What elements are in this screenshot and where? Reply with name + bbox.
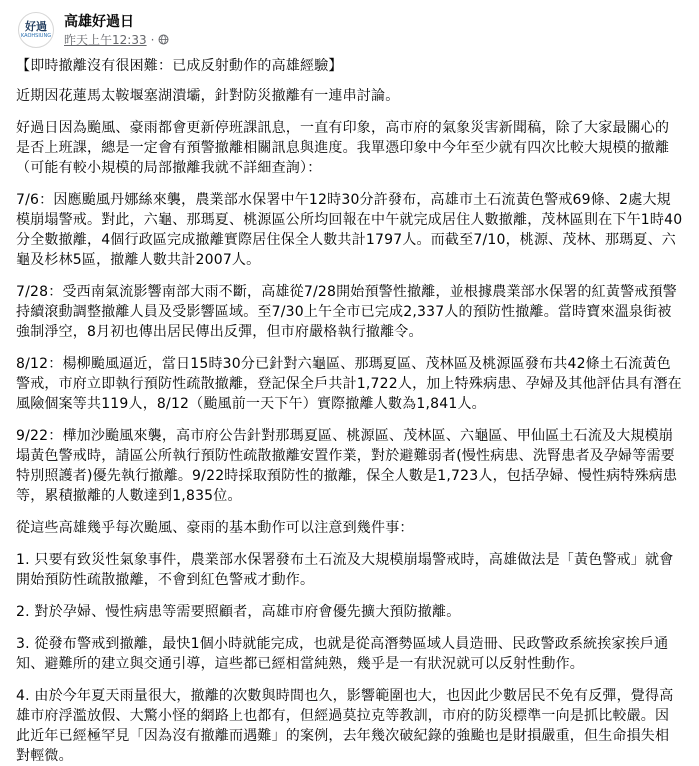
post-paragraph: 7/6：因應颱風丹娜絲來襲，農業部水保署中午12時30分許發布，高雄市土石流黃色警戒69條、2處大規模崩塌警戒。對此，六龜、那瑪夏、桃源區公所均回報在中午就完成居住人數撤離，茂林區則在下午1時40分全數撤離，4個行政區完成撤離實際居住保全人數共計1797人。而截至7/10，桃源、茂林、那瑪夏、六龜及杉林5區，撤離人數共計2007人。 [16,192,683,268]
avatar-logo-subtext: KAOHSIUNG [20,33,52,39]
post-paragraph: 好過日因為颱風、豪雨都會更新停班課訊息，一直有印象，高市府的氣象災害新聞稿，除了大家最關心的是否上班課，總是一定會有預警撤離相關訊息與進度。我單憑印象中今年至少就有四次比較大規模的撤離（可能有較小規模的局部撤離我就不詳細查詢）： [16,120,670,176]
separator-dot: · [150,32,155,47]
globe-icon[interactable] [158,34,169,45]
page-avatar[interactable] [18,12,54,48]
post-paragraph: 2. 對於孕婦、慢性病患等需要照顧者，高雄市府會優先擴大預防撤離。 [16,604,461,620]
post-paragraph: 從這些高雄幾乎每次颱風、豪雨的基本動作可以注意到幾件事： [16,520,414,536]
post-header [16,10,683,50]
post-paragraph: 8/12：楊柳颱風逼近，當日15時30分已針對六龜區、那瑪夏區、茂林區及桃源區發布共42條土石流黃色警戒，市府立即執行預防性疏散撤離，登記保全戶共計1,722人，加上特殊病患、孕婦及其他評估具有潛在風險個案等共119人，8/12（颱風前一天下午）實際撤離人數為1,841人。 [16,356,682,412]
post-paragraph: 9/22：樺加沙颱風來襲，高市府公告針對那瑪夏區、桃源區、茂林區、六龜區、甲仙區土石流及大規模崩塌黃色警戒時，請區公所執行預防性疏散撤離安置作業，對於避難弱者(慢性病患、洗腎患者及孕婦等需要特別照護者)優先執行撤離。9/22時採取預防性的撤離，保全人數是1,723人，包括孕婦、慢性病特殊病患等，累積撤離的人數達到1,835位。 [16,428,678,504]
post-paragraph: 3. 從發布警戒到撤離，最快1個小時就能完成，也就是從高潛勢區域人員造冊、民政警政系統挨家挨戶通知、避難所的建立與交通引導，這些都已經相當純熟，幾乎是一有狀況就可以反射性動作。 [16,636,669,672]
post-title: 【即時撤離沒有很困難：已成反射動作的高雄經驗】 [16,58,343,74]
post-paragraph: 近期因花蓮馬太鞍堰塞湖潰壩，針對防災撤離有一連串討論。 [16,88,400,104]
post-paragraph: 7/28：受西南氣流影響南部大雨不斷，高雄從7/28開始預警性撤離，並根據農業部水保署的紅黃警戒預警持續滾動調整撤離人員及受影響區域。至7/30上午全市已完成2,337人的預防性撤離。當時寶來溫泉街被強制淨空，8月初也傳出居民傳出反彈，但市府嚴格執行撤離令。 [16,284,677,340]
post-subline [64,32,169,48]
avatar-logo-text: 好過 [25,20,47,33]
post-meta [64,13,169,48]
post-body [16,56,683,766]
post-timestamp-link[interactable]: 昨天上午12:33 [64,32,147,47]
page-name-link[interactable]: 高雄好過日 [64,13,134,30]
post-paragraph: 4. 由於今年夏天雨量很大，撤離的次數與時間也久，影響範圍也大，也因此少數居民不免有反彈，覺得高雄市府浮濫放假、大驚小怪的網路上也都有，但經過莫拉克等教訓，市府的防災標準一向是抓比較嚴。因此近年已經極罕見「因為沒有撤離而遇難」的案例，去年幾次破紀錄的強颱也是財損嚴重，但生命損失相對輕微。 [16,688,674,764]
post-paragraph: 1. 只要有致災性氣象事件，農業部水保署發布土石流及大規模崩塌警戒時，高雄做法是「黃色警戒」就會開始預防性疏散撤離，不會到紅色警戒才動作。 [16,552,674,588]
